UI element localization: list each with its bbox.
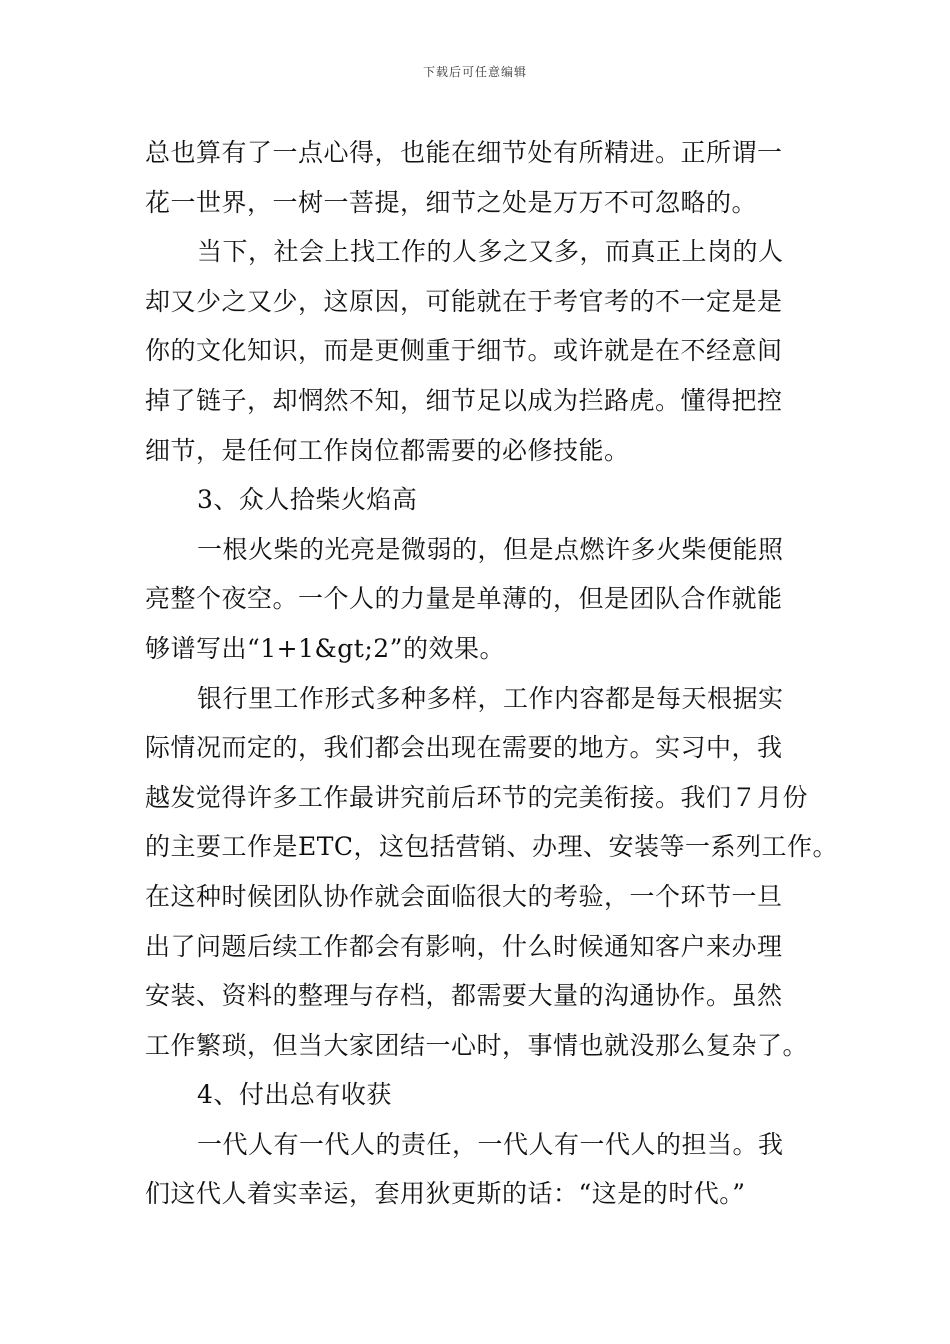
text-line: 际情况而定的，我们都会出现在需要的地方。实习中，我 — [145, 733, 783, 763]
text-line: 总也算有了一点心得，也能在细节处有所精进。正所谓一 — [145, 138, 783, 167]
text-line: 一代人有一代人的责任，一代人有一代人的担当。我 — [197, 1129, 784, 1159]
text-line: 花一世界，一树一菩提，细节之处是万万不可忽略的。 — [145, 187, 758, 217]
text-line: 够谱写出“1+1&gt;2”的效果。 — [145, 633, 505, 663]
section-heading: 4、付出总有收获 — [197, 1080, 392, 1110]
text-line: 却又少之又少，这原因，可能就在于考官考的不一定是是 — [145, 286, 783, 316]
text-line: 一根火柴的光亮是微弱的，但是点燃许多火柴便能照 — [197, 534, 784, 564]
text-line: 出了问题后续工作都会有影响，什么时候通知客户来办理 — [145, 931, 783, 961]
page-header-note: 下载后可任意编辑 — [422, 65, 527, 79]
text-line: 的主要工作是ETC，这包括营销、办理、安装等一系列工作。 — [145, 832, 839, 862]
text-line: 你的文化知识，而是更侧重于细节。或许就是在不经意间 — [145, 336, 783, 366]
text-line: 细节，是任何工作岗位都需要的必修技能。 — [145, 435, 630, 465]
text-line: 越发觉得许多工作最讲究前后环节的完美衔接。我们７月份 — [145, 782, 809, 812]
text-line: 安装、资料的整理与存档，都需要大量的沟通协作。虽然 — [145, 981, 783, 1011]
text-line: 们这代人着实幸运，套用狄更斯的话：“这是的时代。” — [145, 1179, 746, 1209]
section-heading: 3、众人拾柴火焰高 — [197, 485, 418, 515]
text-line: 掉了链子，却惘然不知，细节足以成为拦路虎。懂得把控 — [145, 385, 783, 415]
document-body — [145, 128, 839, 1219]
text-line: 当下，社会上找工作的人多之又多，而真正上岗的人 — [197, 237, 784, 267]
text-line: 工作繁琐，但当大家团结一心时，事情也就没那么复杂了。 — [145, 1030, 809, 1060]
text-line: 在这种时候团队协作就会面临很大的考验，一个环节一旦 — [145, 881, 783, 911]
text-line: 银行里工作形式多种多样，工作内容都是每天根据实 — [197, 683, 784, 713]
text-line: 亮整个夜空。一个人的力量是单薄的，但是团队合作就能 — [145, 584, 783, 614]
